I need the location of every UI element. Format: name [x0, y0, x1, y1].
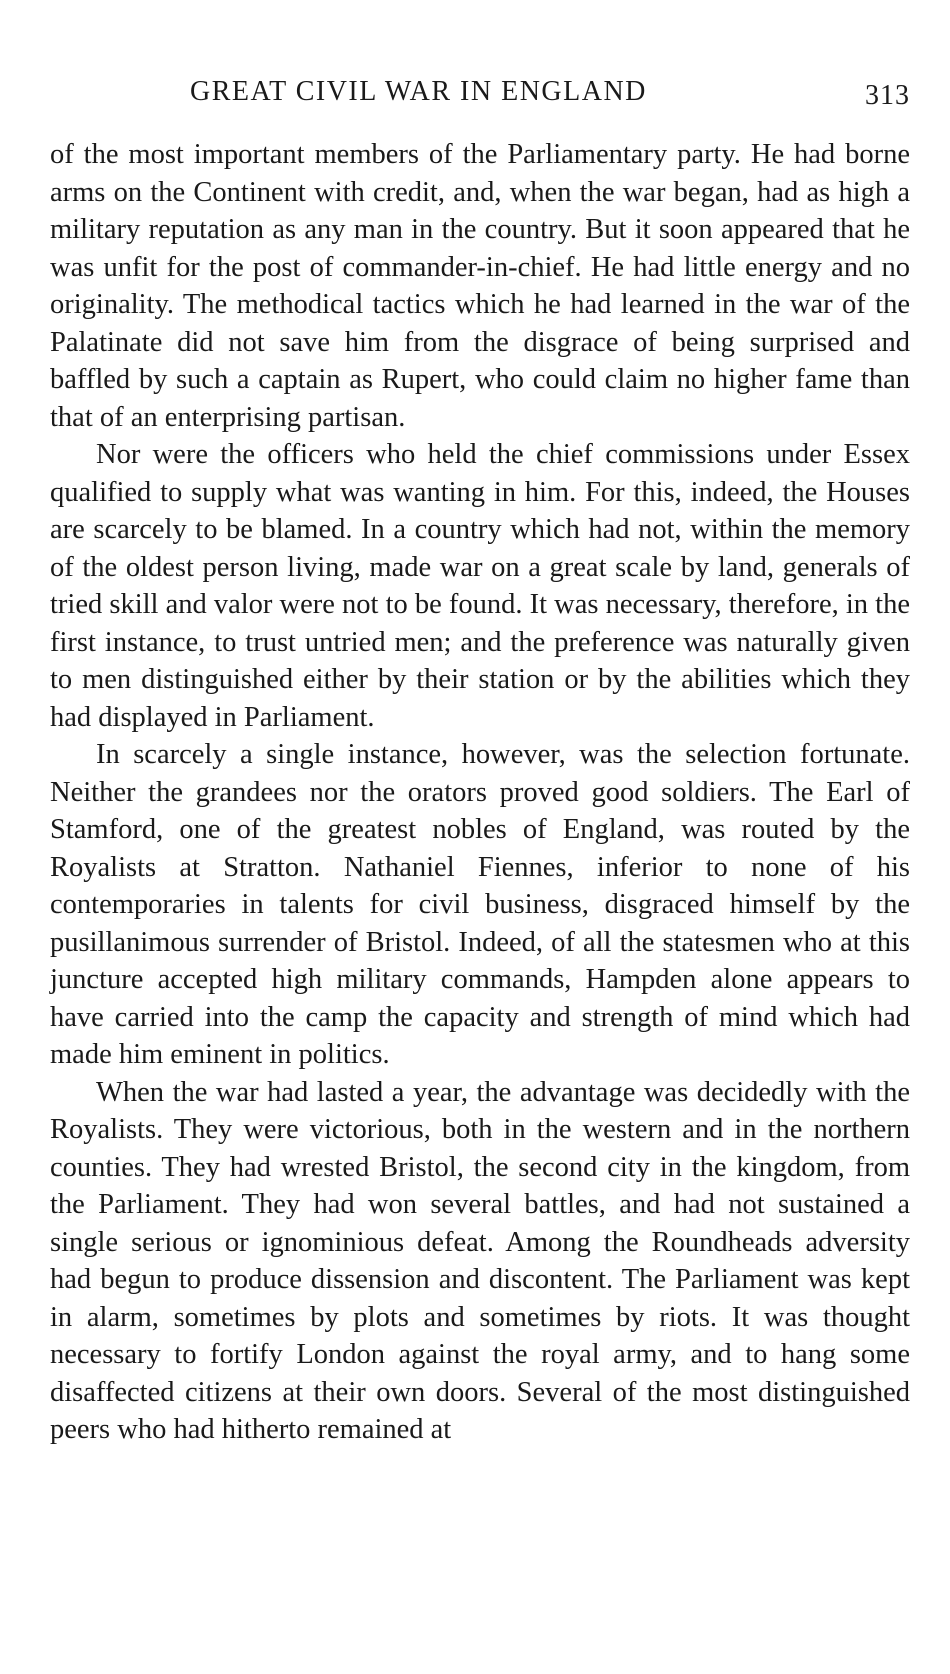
- page-number: 313: [865, 80, 910, 111]
- paragraph: of the most important members of the Parliamentary party. He had borne arms on the Continent with credit, and, when the war began, had as high a military reputation as any man in the country. But it soon appeared that he was unfit for the post of commander-in-chief. He had little energy and no originality. The methodical tactics which he had learned in the war of the Palatinate did not save him from the disgrace of being surprised and baffled by such a captain as Rupert, who could claim no higher fame than that of an enterprising partisan.: [50, 139, 910, 433]
- paragraph: Nor were the officers who held the chief commissions under Essex qualified to supply what was wanting in him. For this, indeed, the Houses are scarcely to be blamed. In a country which had not, within the memory of the oldest person living, made war on a great scale by land, generals of tried skill and valor were not to be found. It was necessary, therefore, in the first instance, to trust untried men; and the preference was naturally given to men distinguished either by their station or by the abilities which they had displayed in Parliament.: [50, 439, 910, 733]
- running-title: GREAT CIVIL WAR IN ENGLAND: [190, 76, 647, 107]
- paragraph: In scarcely a single instance, however, was the selection fortunate. Neither the grandees nor the orators proved good soldiers. The Earl of Stamford, one of the greatest nobles of England, was routed by the Royalists at Stratton. Nathaniel Fiennes, inferior to none of his contemporaries in talents for civil business, disgraced himself by the pusillanimous surrender of Bristol. Indeed, of all the statesmen who at this juncture accepted high military commands, Hampden alone appears to have carried into the camp the capacity and strength of mind which had made him eminent in politics.: [50, 739, 910, 1070]
- paragraph: When the war had lasted a year, the advantage was decidedly with the Royalists. They were victorious, both in the western and in the northern counties. They had wrested Bristol, the second city in the kingdom, from the Parliament. They had won several battles, and had not sustained a single serious or ignominious defeat. Among the Roundheads adversity had begun to produce dissension and discontent. The Parliament was kept in alarm, sometimes by plots and sometimes by riots. It was thought necessary to fortify London against the royal army, and to hang some disaffected citizens at their own doors. Several of the most distinguished peers who had hitherto remained at: [50, 1076, 910, 1445]
- body-text: [50, 136, 910, 1449]
- running-head: [50, 76, 910, 116]
